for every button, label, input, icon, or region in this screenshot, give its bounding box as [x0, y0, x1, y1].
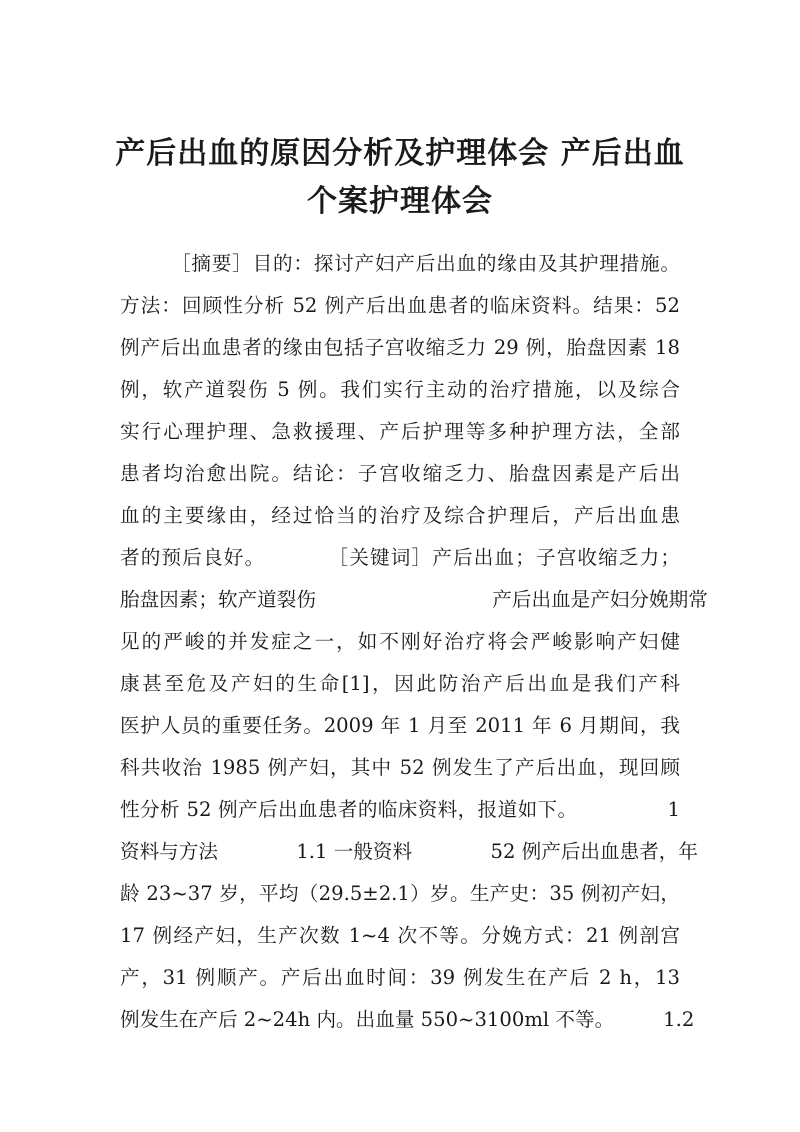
body-line-16: 龄 23~37 岁，平均（29.5±2.1）岁。生产史：35 例初产妇， — [120, 882, 680, 905]
body-line-3: 例产后出血患者的缘由包括子宫收缩乏力 29 例，胎盘因素 18 — [120, 336, 680, 359]
body-line-17: 17 例经产妇，生产次数 1~4 次不等。分娩方式：21 例剖宫 — [120, 924, 680, 947]
body-line-18: 产，31 例顺产。产后出血时间：39 例发生在产后 2 h，13 — [120, 966, 680, 989]
body-line-7: 血的主要缘由，经过恰当的治疗及综合护理后，产后出血患 — [120, 504, 680, 527]
body-line-4: 例，软产道裂伤 5 例。我们实行主动的治疗措施，以及综合 — [120, 378, 680, 401]
body-line-13: 科共收治 1985 例产妇，其中 52 例发生了产后出血，现回顾 — [120, 756, 680, 779]
document-title-line-1: 产后出血的原因分析及护理体会 产后出血 — [115, 136, 685, 171]
body-line-15: 资料与方法 1.1 一般资料 52 例产后出血患者，年 — [120, 840, 698, 863]
body-line-19: 例发生在产后 2~24h 内。出血量 550~3100ml 不等。 1.2 — [120, 1008, 695, 1031]
body-line-8: 者的预后良好。 ［关键词］产后出血；子宫收缩乏力； — [120, 546, 680, 569]
body-line-12: 医护人员的重要任务。2009 年 1 月至 2011 年 6 月期间，我 — [120, 714, 680, 737]
body-line-1: ［摘要］目的：探讨产妇产后出血的缘由及其护理措施。 — [171, 252, 680, 275]
document-title-line-2: 个案护理体会 — [307, 184, 493, 219]
body-line-10: 见的严峻的并发症之一，如不刚好治疗将会严峻影响产妇健 — [120, 630, 680, 653]
body-line-9: 胎盘因素；软产道裂伤 产后出血是产妇分娩期常 — [120, 588, 708, 611]
body-line-11: 康甚至危及产妇的生命[1]，因此防治产后出血是我们产科 — [120, 672, 680, 695]
body-line-5: 实行心理护理、急救援理、产后护理等多种护理方法，全部 — [120, 420, 680, 443]
body-line-6: 患者均治愈出院。结论：子宫收缩乏力、胎盘因素是产后出 — [120, 462, 680, 485]
body-line-2: 方法：回顾性分析 52 例产后出血患者的临床资料。结果：52 — [120, 294, 680, 317]
body-line-14: 性分析 52 例产后出血患者的临床资料，报道如下。 1 — [120, 798, 680, 821]
